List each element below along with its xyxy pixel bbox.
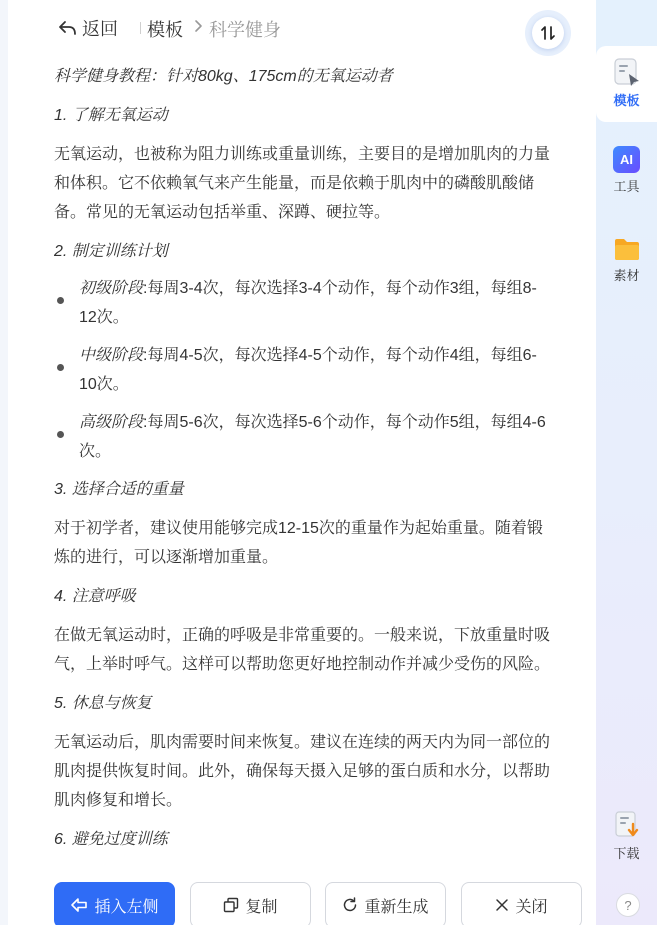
list-item <box>54 408 554 466</box>
regenerate-button[interactable] <box>325 882 446 925</box>
back-arrow-icon <box>58 19 78 37</box>
insert-left-label: 插入左侧 <box>94 898 159 916</box>
list-item-label: 高级阶段 <box>79 414 144 431</box>
refresh-icon <box>342 897 358 913</box>
section-heading: 2. 制定训练计划 <box>54 243 168 260</box>
sidebar-item-label: 工具 <box>613 179 640 194</box>
sidebar-item-materials[interactable] <box>596 236 657 284</box>
section-heading: 6. 避免过度训练 <box>54 831 168 848</box>
folder-icon <box>613 236 641 262</box>
download-icon <box>613 810 641 840</box>
sidebar-item-label: 素材 <box>613 268 640 283</box>
section-heading: 5. 休息与恢复 <box>54 695 152 712</box>
sidebar-item-download[interactable] <box>596 810 657 862</box>
section-text: 无氧运动，也被称为阻力训练或重量训练，主要目的是增加肌肉的力量和体积。它不依赖氧气来产生能量，而是依赖于肌肉中的磷酸肌酸储备。常见的无氧运动包括举重、深蹲、硬拉等。 <box>54 146 551 221</box>
insert-left-button[interactable] <box>54 882 175 925</box>
sidebar-item-label: 模板 <box>613 93 640 108</box>
training-plan-list <box>54 274 554 466</box>
sidebar-item-label: 下载 <box>613 846 640 861</box>
close-button[interactable] <box>461 882 582 925</box>
header-divider <box>140 22 141 34</box>
section-heading: 4. 注意呼吸 <box>54 588 136 605</box>
list-item-label: 中级阶段 <box>79 347 144 364</box>
close-label: 关闭 <box>515 898 548 916</box>
arrow-left-icon <box>70 897 88 913</box>
regenerate-label: 重新生成 <box>364 898 429 916</box>
list-item-text: :每周3-4次，每次选择3-4个动作，每个动作3组，每组8-12次。 <box>79 280 537 326</box>
help-button[interactable] <box>616 893 640 917</box>
copy-button[interactable] <box>190 882 311 925</box>
right-sidebar <box>596 0 657 925</box>
list-item-text: :每周5-6次，每次选择5-6个动作，每个动作5组，每组4-6次。 <box>79 414 546 460</box>
content-intro: 科学健身教程：针对80kg、175cm的无氧运动者 <box>54 68 393 85</box>
sidebar-item-templates[interactable] <box>596 57 657 109</box>
close-icon <box>495 898 509 912</box>
sidebar-item-tools[interactable] <box>596 146 657 195</box>
section-heading: 3. 选择合适的重量 <box>54 481 184 498</box>
back-button[interactable] <box>58 14 118 42</box>
section-text: 对于初学者，建议使用能够完成12-15次的重量作为起始重量。随着锻炼的进行，可以逐渐增加重量。 <box>54 520 543 566</box>
section-text: 在做无氧运动时，正确的呼吸是非常重要的。一般来说，下放重量时吸气，上举时呼气。这样可以帮助您更好地控制动作并减少受伤的风险。 <box>54 627 551 673</box>
section-heading: 1. 了解无氧运动 <box>54 107 168 124</box>
list-item <box>54 274 554 332</box>
back-label: 返回 <box>82 19 118 39</box>
breadcrumb-templates[interactable]: 模板 <box>147 20 183 40</box>
sort-toggle-button[interactable] <box>525 10 571 56</box>
list-item <box>54 341 554 399</box>
copy-label: 复制 <box>245 898 278 916</box>
generated-content <box>54 60 554 854</box>
breadcrumb-current: 科学健身 <box>209 20 281 40</box>
sort-arrows-icon <box>540 25 556 41</box>
copy-icon <box>223 897 239 913</box>
list-item-text: :每周4-5次，每次选择4-5个动作，每个动作4组，每组6-10次。 <box>79 347 537 393</box>
result-panel <box>8 0 596 925</box>
template-icon <box>612 57 642 87</box>
ai-tool-icon: AI <box>613 146 640 173</box>
list-item-label: 初级阶段 <box>79 280 144 297</box>
help-icon: ? <box>624 897 632 913</box>
section-text: 无氧运动后，肌肉需要时间来恢复。建议在连续的两天内为同一部位的肌肉提供恢复时间。此外，确保每天摄入足够的蛋白质和水分，以帮助肌肉修复和增长。 <box>54 734 551 809</box>
chevron-right-icon <box>194 19 204 33</box>
